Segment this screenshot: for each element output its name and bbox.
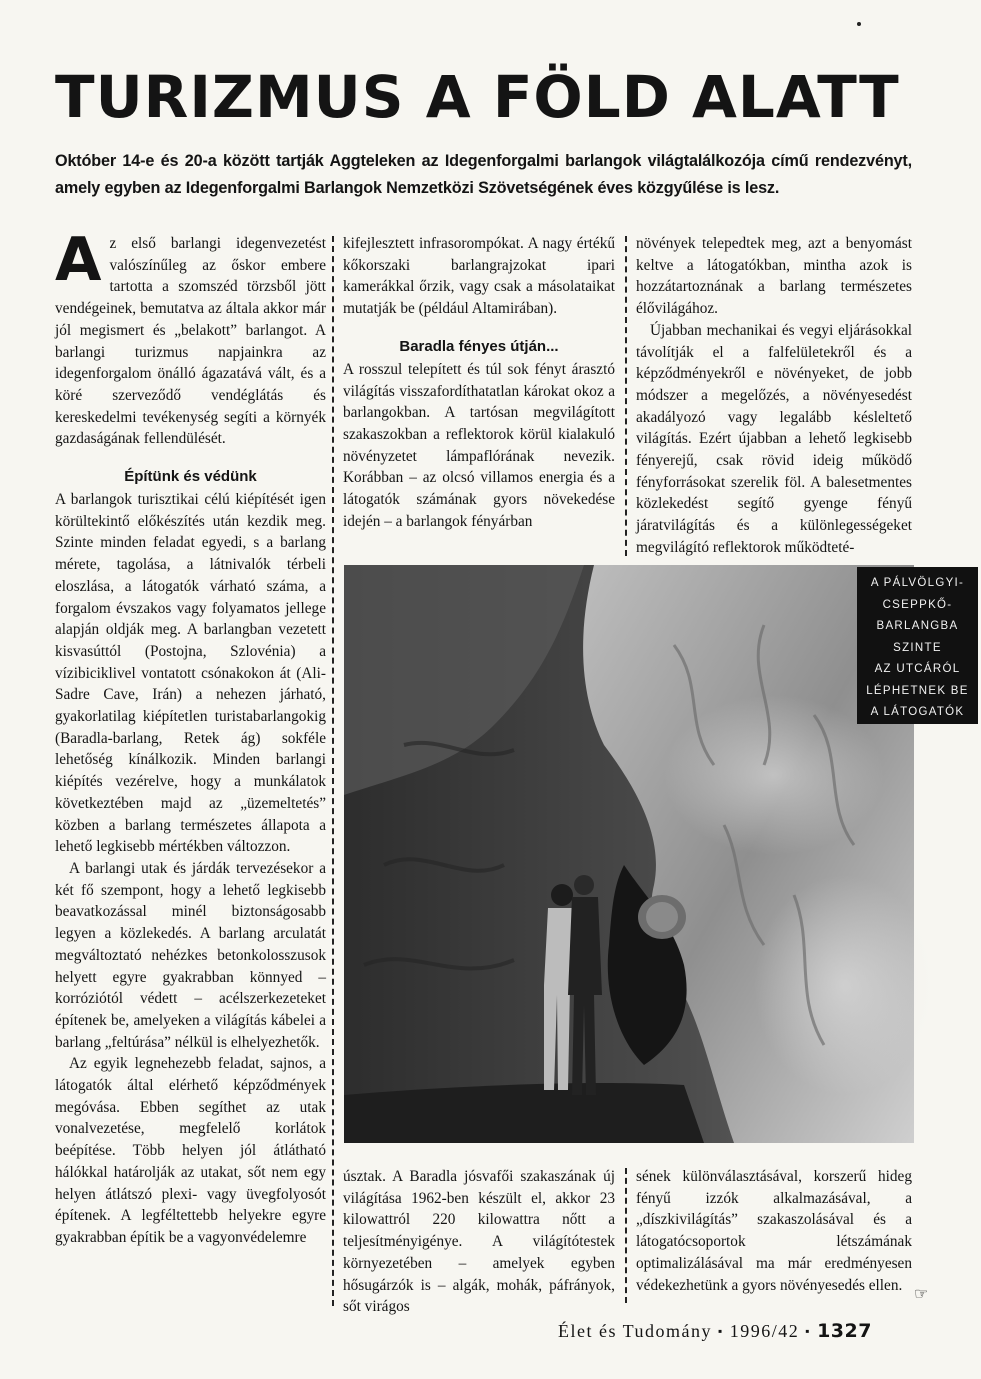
paragraph: A barlangok turisztikai célú kiépítését igen körültekintő előkészítés után kezdik meg. Szinte minden feladat egyedi, s a barlang mérete, tagolása, a látnivalók térbeli eloszlása, a látogatók várható száma, a forgalom évszakos vagy folyamatos jellege alapján oldják meg. A barlangban vezetett kisvasúttól (Postojna, Szlovénia) a vízibiciklivel vontatott csónakokon át (Ali-Sadre Cave, Irán) a nehezen járható, gyakorlatilag kiépítetlen turistabarlangokig (Baradla-barlang, Retek ág) sokféle lehetőség kínálkozik. Minden barlangi kiépítés vezérelve, hogy a munkálatok következtében majd az „üzemeltetés” közben a barlang természetes állapota a lehető legkisebb mértékben változzon. — [55, 491, 326, 856]
caption-line: SZINTE — [893, 641, 942, 654]
caption-line: BARLANGBA — [876, 620, 959, 632]
paragraph: Az egyik legnehezebb feladat, sajnos, a látogatók által elérhető képződmények megóvása. Ebben segíthet az utak vonalvezetése, megfelelő korlátok beépítése. Több helyen jól átlátható hálókkal határolják az utakat, sőt nem egy helyen átlátszó plexi- vagy üvegfolyosót építenek. A legféltettebb helyekre egyre gyakrabban építik be a vagyonvédelemre — [55, 1055, 326, 1246]
paragraph: A barlangi utak és járdák tervezésekor a két fő szempont, hogy a lehető legkisebb beavatkozással minél biztonságosabb legyen a közlekedés. A barlang arculatát megváltoztató nehézkes betonkolosszusok helyett egyre gyakrabban könnyed – korróziótól védett – acélszerkezeteket építenek be, amelyeken a világítás kábelei a barlang „feltúrása” nélkül is elhelyezhetők. — [55, 859, 326, 1051]
print-speck — [857, 22, 861, 26]
paragraph: Újabban mechanikai és vegyi eljárásokkal távolítják el a falfelületekről és a képződményekről e növényeket, de jobb módszer a megelőzés, a növényesedést akadályozó vagy legalább késleltető világítás. Ezért újabban a lehető legkisebb fényerejű, csak rövid ideig működő fényforrásokat szerelik föl. A balesetmentes közlekedést segítő gyenge fényű járatvilágítás és a különlegességeket megvilágító reflektorok működteté- — [636, 321, 912, 556]
paragraph: növények telepedtek meg, azt a benyomást keltve a látogatókban, mintha azok is hozzátartoznának a barlang természetes élővilágához. — [636, 235, 912, 318]
magazine-name: Élet és Tudomány — [558, 1321, 713, 1341]
column-3-top — [636, 233, 912, 558]
separator-icon: ▪ — [805, 1324, 812, 1338]
caption-line: LÉPHETNEK BE — [866, 684, 969, 697]
article-lead: Október 14-e és 20-a között tartják Aggteleken az Idegenforgalmi barlangok világtalálkozója című rendezvényt, amely egyben az Idegenforgalmi Barlangok Nemzetközi Szövetségének éves közgyűlése is lesz. — [55, 152, 912, 197]
paragraph-intro-text: z első barlangi idegenvezetést valószínűleg az őskor embere tartotta a szomszéd törzsből jött vendégeinek, bemutatva az általa akkor már jól megismert és „belakott” barlangot. A barlangi turizmus napjainkra az idegenforgalom önálló ágazatává vált, és a köré szerveződő vendéglátás és kereskedelmi tevékenység segíti a környék gazdaságának fellendülését. — [55, 235, 326, 448]
column-rule — [625, 236, 627, 556]
caption-line: A PÁLVÖLGYI- — [870, 577, 965, 589]
pointing-hand-icon: ☞ — [914, 1286, 929, 1303]
drop-cap: A — [55, 225, 102, 295]
caption-line: CSEPPKŐ- — [882, 598, 953, 611]
visitor-figures — [544, 875, 602, 1095]
column-rule — [625, 1168, 627, 1303]
column-1 — [55, 225, 326, 1313]
column-2-bottom — [343, 1166, 615, 1316]
subheading-epitunk: Építünk és védünk — [124, 468, 257, 486]
subheading-baradla: Baradla fényes útján... — [399, 337, 559, 355]
column-3-bottom — [636, 1166, 912, 1306]
paragraph: úsztak. A Baradla jósvafői szakaszának új világítása 1962-ben készült el, akkor 23 kilowattról 220 kilowattra nőtt a teljesítményigénye. A világítótestek környezetében – amelyek egyben hősugárzók is – algák, mohák, páfrányok, sőt virágos — [343, 1168, 615, 1316]
column-rule — [332, 236, 334, 1306]
cave-illustration — [344, 565, 914, 1143]
separator-icon: ▪ — [718, 1324, 724, 1338]
paragraph: sének különválasztásával, korszerű hideg fényű izzók alkalmazásával, a „díszkivilágítás” szakaszolásával és a látogatócsoportok létszámának optimalizálásával ma már eredményesen védekezhetünk a gyors növényesedés ellen. — [636, 1168, 912, 1294]
paragraph: A rosszul telepített és túl sok fényt árasztó világítás visszafordíthatatlan károkat okoz a barlangokban. A tartósan megvilágított szakaszokban a reflektorok körül kialakuló növényzetet lámpaflórának nevezik. Korábban – az olcsó villamos energia és a látogatók számának gyors növekedése idején – a barlangok fényárban — [343, 360, 615, 530]
page-number: 1327 — [817, 1320, 872, 1342]
page-footer — [558, 1320, 918, 1342]
cave-photograph — [344, 565, 914, 1143]
column-2-top — [343, 233, 615, 558]
paragraph: kifejlesztett infrasorompókat. A nagy értékű kőkorszaki barlangrajzokat ipari kamerákkal őrzik, vagy csak a másolataikat mutatják be (például Altamirában). — [343, 235, 615, 318]
caption-line: A LÁTOGATÓK — [870, 706, 965, 718]
paragraph-intro — [55, 225, 326, 450]
article-title: TURIZMUS A FÖLD ALATT — [55, 63, 900, 131]
issue-number: 1996/42 — [729, 1321, 800, 1341]
caption-line: AZ UTCÁRÓL — [874, 663, 961, 675]
photo-caption — [857, 567, 978, 724]
